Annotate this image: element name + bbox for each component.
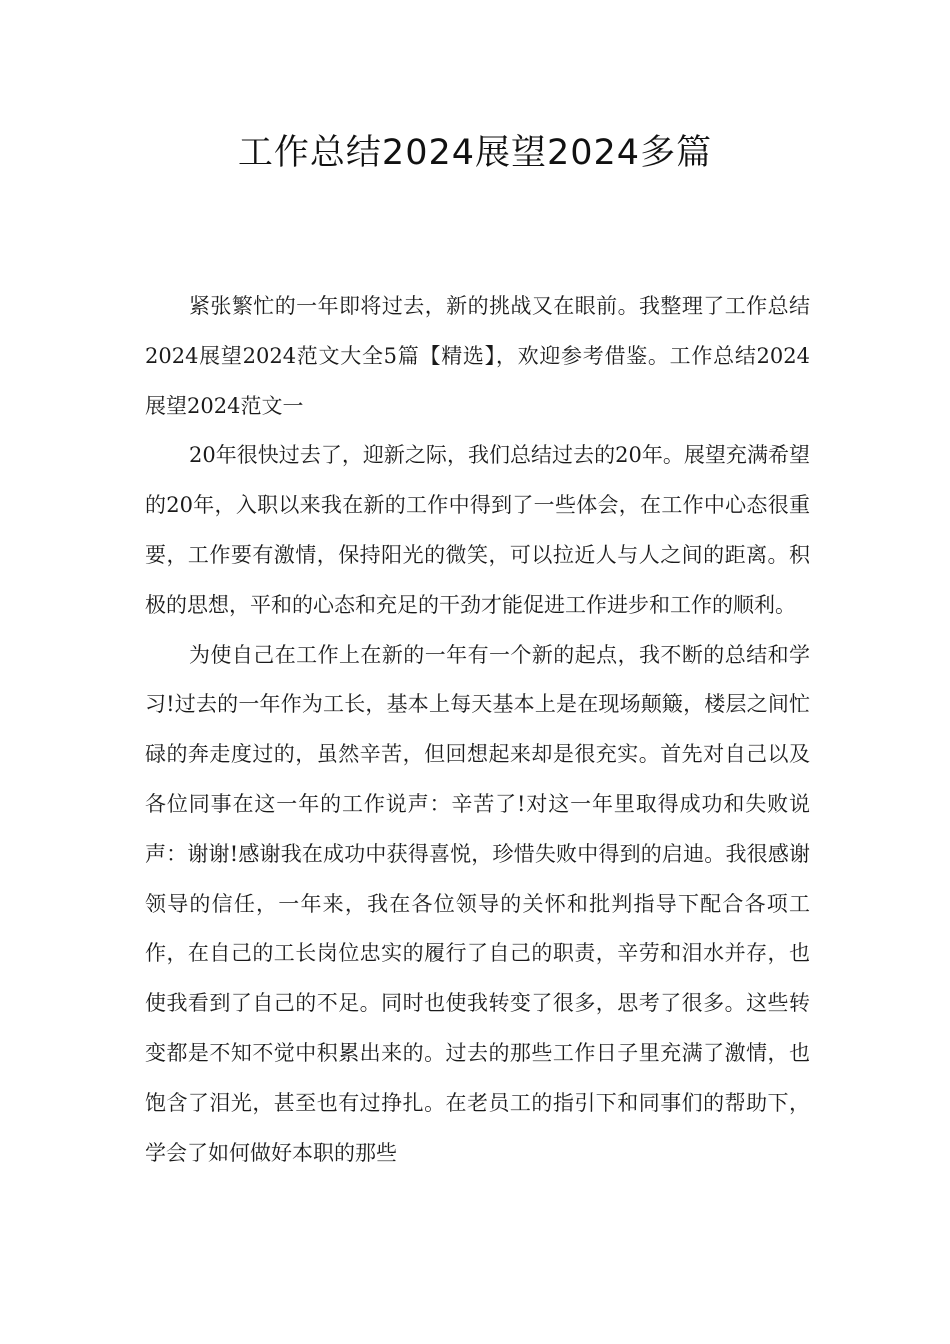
document-title: 工作总结2024展望2024多篇 (237, 133, 713, 173)
paragraph-review: 20年很快过去了，迎新之际，我们总结过去的20年。展望充满希望的20年，入职以来我在新的工作中得到了一些体会，在工作中心态很重要，工作要有激情，保持阳光的微笑，可以拉近人与人之间的距离。积极的思想，平和的心态和充足的干劲才能促进工作进步和工作的顺利。 (145, 443, 810, 617)
document-body (145, 282, 810, 1178)
paragraph-work-summary: 为使自己在工作上在新的一年有一个新的起点，我不断的总结和学习!过去的一年作为工长，基本上每天基本上是在现场颠簸，楼层之间忙碌的奔走度过的，虽然辛苦，但回想起来却是很充实。首先对自己以及各位同事在这一年的工作说声：辛苦了!对这一年里取得成功和失败说声：谢谢!感谢我在成功中获得喜悦，珍惜失败中得到的启迪。我很感谢领导的信任，一年来，我在各位领导的关怀和批判指导下配合各项工作，在自己的工长岗位忠实的履行了自己的职责，辛劳和泪水并存，也使我看到了自己的不足。同时也使我转变了很多，思考了很多。这些转变都是不知不觉中积累出来的。过去的那些工作日子里充满了激情，也饱含了泪光，甚至也有过挣扎。在老员工的指引下和同事们的帮助下，学会了如何做好本职的那些 (145, 642, 810, 1165)
paragraph-intro: 紧张繁忙的一年即将过去，新的挑战又在眼前。我整理了工作总结2024展望2024范文大全5篇【精选】，欢迎参考借鉴。工作总结2024展望2024范文一 (145, 294, 810, 418)
